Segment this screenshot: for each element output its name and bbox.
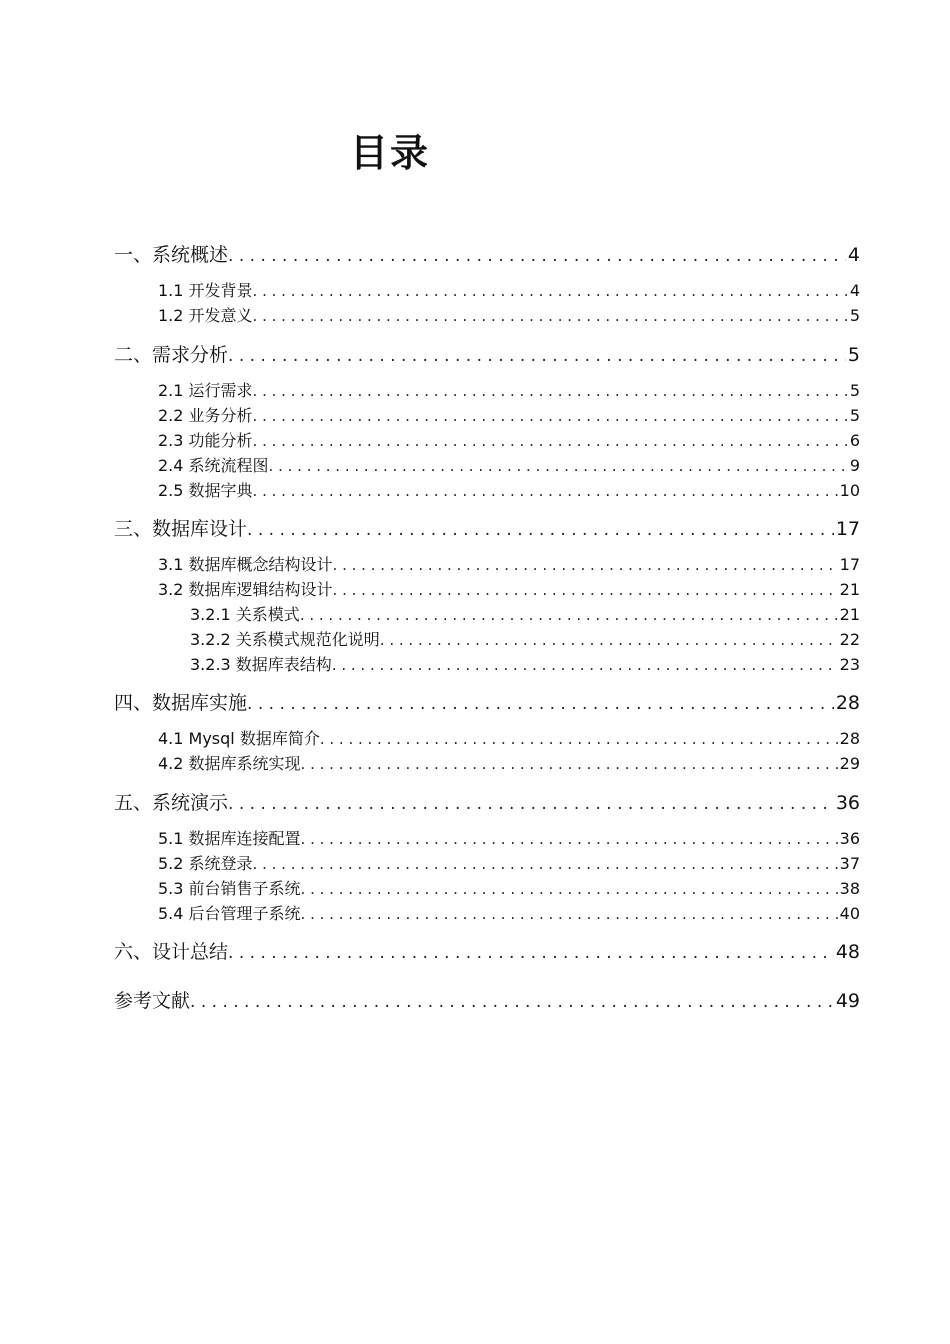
toc-page-number: 38 — [839, 879, 860, 898]
toc-entry-label: 五、系统演示 — [114, 792, 229, 814]
toc-page-number: 28 — [839, 729, 860, 748]
toc-page-number: 5 — [849, 406, 860, 425]
toc-entry-label: 六、设计总结 — [114, 941, 229, 963]
leader-dots — [228, 246, 846, 266]
toc-entry[interactable] — [114, 688, 860, 715]
toc-entry[interactable] — [190, 652, 860, 675]
toc-page-number: 48 — [835, 941, 860, 963]
toc-entry-label: 3.1 数据库概念结构设计 — [158, 555, 333, 574]
toc-entry-label: 5.4 后台管理子系统 — [158, 904, 301, 923]
toc-entry[interactable] — [190, 602, 860, 625]
leader-dots — [333, 581, 838, 599]
toc-entry-label: 5.1 数据库连接配置 — [158, 829, 301, 848]
toc-entry[interactable] — [114, 514, 860, 541]
toc-entry-label: 3.2.1 关系模式 — [190, 605, 300, 624]
toc-entry[interactable] — [158, 726, 860, 749]
toc-page-number: 21 — [839, 605, 860, 624]
toc-page-number: 23 — [839, 655, 860, 674]
toc-page-number: 36 — [835, 792, 860, 814]
leader-dots — [228, 346, 846, 366]
toc-entry[interactable] — [158, 751, 860, 774]
leader-dots — [301, 880, 838, 898]
toc-entry[interactable] — [114, 788, 860, 815]
toc-page-number: 5 — [849, 306, 860, 325]
leader-dots — [253, 482, 838, 500]
leader-dots — [301, 830, 838, 848]
toc-page-number: 37 — [839, 854, 860, 873]
toc-entry[interactable] — [158, 278, 860, 301]
leader-dots — [228, 943, 834, 963]
toc-entry-label: 2.2 业务分析 — [158, 406, 253, 425]
leader-dots — [253, 855, 838, 873]
leader-dots — [269, 457, 848, 475]
leader-dots — [228, 794, 834, 814]
toc-entry-label: 4.1 Mysql 数据库简介 — [158, 729, 320, 748]
toc-entry-label: 4.2 数据库系统实现 — [158, 754, 301, 773]
leader-dots — [253, 432, 848, 450]
toc-entry-label: 3.2 数据库逻辑结构设计 — [158, 580, 333, 599]
toc-entry[interactable] — [158, 478, 860, 501]
toc-page-number: 22 — [839, 630, 860, 649]
leader-dots — [253, 382, 848, 400]
toc-entry[interactable] — [114, 340, 860, 367]
toc-page-number: 4 — [847, 244, 860, 266]
leader-dots — [320, 730, 838, 748]
toc-entry[interactable] — [158, 552, 860, 575]
toc-page-number: 17 — [839, 555, 860, 574]
toc-page-number: 17 — [835, 518, 860, 540]
toc-page-number: 4 — [849, 281, 860, 300]
toc-entry[interactable] — [158, 876, 860, 899]
toc-entry-label: 5.3 前台销售子系统 — [158, 879, 301, 898]
toc-entry-label: 2.3 功能分析 — [158, 431, 253, 450]
toc-entry[interactable] — [158, 453, 860, 476]
toc-entry[interactable] — [190, 627, 860, 650]
leader-dots — [190, 992, 834, 1012]
toc-entry[interactable] — [158, 378, 860, 401]
leader-dots — [380, 631, 838, 649]
toc-entry[interactable] — [158, 826, 860, 849]
toc-page-number: 9 — [849, 456, 860, 475]
toc-entry[interactable] — [158, 577, 860, 600]
toc-entry-label: 1.1 开发背景 — [158, 281, 253, 300]
leader-dots — [333, 556, 838, 574]
toc-page-number: 36 — [839, 829, 860, 848]
toc-entry-label: 二、需求分析 — [114, 344, 229, 366]
toc-page-number: 21 — [839, 580, 860, 599]
toc-page-number: 5 — [847, 344, 860, 366]
page-title: 目录 — [349, 131, 430, 175]
toc-entry-label: 四、数据库实施 — [114, 692, 248, 714]
toc-entry[interactable] — [114, 937, 860, 964]
toc-entry[interactable] — [158, 403, 860, 426]
toc-entry[interactable] — [158, 428, 860, 451]
leader-dots — [247, 520, 834, 540]
toc-page-number: 5 — [849, 381, 860, 400]
toc-entry-label: 参考文献 — [114, 990, 191, 1012]
toc-page-number: 28 — [835, 692, 860, 714]
toc-entry[interactable] — [158, 851, 860, 874]
toc-page-number: 6 — [849, 431, 860, 450]
leader-dots — [253, 307, 848, 325]
leader-dots — [300, 606, 838, 624]
leader-dots — [253, 282, 848, 300]
toc-entry-label: 1.2 开发意义 — [158, 306, 253, 325]
toc-entry-label: 2.1 运行需求 — [158, 381, 253, 400]
leader-dots — [247, 694, 834, 714]
leader-dots — [253, 407, 848, 425]
leader-dots — [332, 656, 838, 674]
toc-page-number: 29 — [839, 754, 860, 773]
toc-page-number: 49 — [835, 990, 860, 1012]
toc-entry-label: 三、数据库设计 — [114, 518, 248, 540]
toc-entry[interactable] — [114, 986, 860, 1013]
toc-entry-label: 2.4 系统流程图 — [158, 456, 269, 475]
toc-page-number: 40 — [839, 904, 860, 923]
leader-dots — [301, 755, 838, 773]
toc-entry-label: 3.2.2 关系模式规范化说明 — [190, 630, 380, 649]
toc-entry-label: 一、系统概述 — [114, 244, 229, 266]
leader-dots — [301, 905, 838, 923]
toc-entry[interactable] — [158, 901, 860, 924]
toc-page-number: 10 — [839, 481, 860, 500]
toc-entry[interactable] — [158, 303, 860, 326]
toc-entry-label: 3.2.3 数据库表结构 — [190, 655, 332, 674]
toc-entry[interactable] — [114, 240, 860, 267]
toc-entry-label: 5.2 系统登录 — [158, 854, 253, 873]
toc-entry-label: 2.5 数据字典 — [158, 481, 253, 500]
